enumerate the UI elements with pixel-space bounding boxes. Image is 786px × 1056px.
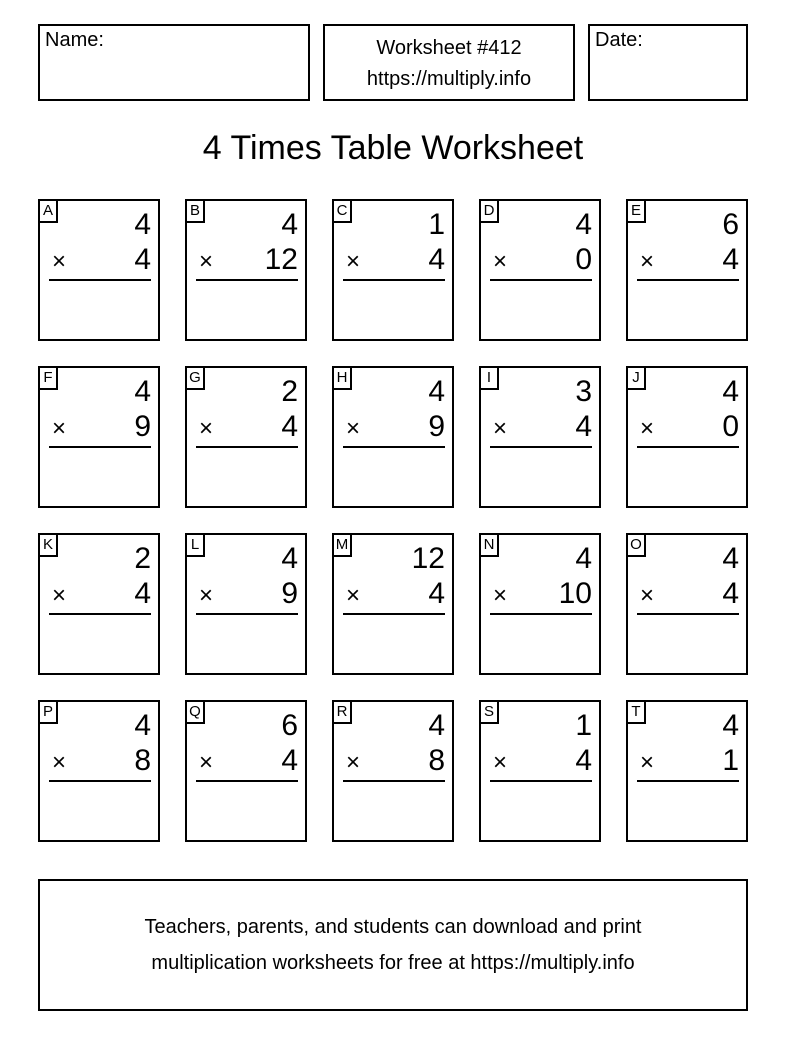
answer-line bbox=[637, 446, 739, 448]
times-sign: × bbox=[199, 582, 214, 609]
problem-box[interactable] bbox=[626, 533, 748, 675]
date-label: Date: bbox=[595, 29, 643, 51]
times-sign: × bbox=[346, 415, 361, 442]
footer-line-2: multiplication worksheets for free at https://multiply.info bbox=[151, 952, 635, 974]
problem-letter: P bbox=[38, 700, 58, 724]
problem-box[interactable] bbox=[626, 700, 748, 842]
multiplicand: 1 bbox=[575, 709, 592, 742]
page-title: 4 Times Table Worksheet bbox=[202, 129, 584, 167]
multiplier: 4 bbox=[722, 243, 739, 276]
problem-box[interactable] bbox=[185, 700, 307, 842]
answer-line bbox=[343, 279, 445, 281]
multiplier: 4 bbox=[281, 410, 298, 443]
problem-box[interactable] bbox=[185, 533, 307, 675]
multiplicand: 4 bbox=[281, 542, 298, 575]
multiplier: 9 bbox=[134, 410, 151, 443]
answer-line bbox=[49, 446, 151, 448]
times-sign: × bbox=[493, 415, 508, 442]
multiplier: 4 bbox=[575, 744, 592, 777]
answer-line bbox=[343, 780, 445, 782]
times-sign: × bbox=[52, 415, 67, 442]
problem-box[interactable] bbox=[626, 366, 748, 508]
problem-letter: E bbox=[626, 199, 646, 223]
multiplicand: 1 bbox=[428, 208, 445, 241]
times-sign: × bbox=[52, 582, 67, 609]
problem-box[interactable] bbox=[332, 700, 454, 842]
times-sign: × bbox=[640, 749, 655, 776]
worksheet-url: https://multiply.info bbox=[366, 68, 532, 90]
multiplicand: 2 bbox=[134, 542, 151, 575]
worksheet-number: Worksheet #412 bbox=[376, 37, 522, 59]
name-field-box[interactable] bbox=[38, 24, 310, 101]
times-sign: × bbox=[199, 749, 214, 776]
multiplier: 8 bbox=[134, 744, 151, 777]
problem-letter: M bbox=[332, 533, 352, 557]
problem-letter: K bbox=[38, 533, 58, 557]
date-field-box[interactable] bbox=[588, 24, 748, 101]
problem-box[interactable] bbox=[479, 366, 601, 508]
problem-letter: G bbox=[185, 366, 205, 390]
times-sign: × bbox=[640, 582, 655, 609]
times-sign: × bbox=[493, 749, 508, 776]
answer-line bbox=[196, 446, 298, 448]
footer-note bbox=[38, 879, 748, 1011]
multiplicand: 6 bbox=[281, 709, 298, 742]
problem-box[interactable] bbox=[479, 700, 601, 842]
multiplicand: 4 bbox=[575, 542, 592, 575]
multiplier: 0 bbox=[575, 243, 592, 276]
multiplicand: 4 bbox=[575, 208, 592, 241]
multiplier: 4 bbox=[575, 410, 592, 443]
times-sign: × bbox=[346, 749, 361, 776]
multiplier: 4 bbox=[722, 577, 739, 610]
multiplicand: 4 bbox=[428, 709, 445, 742]
answer-line bbox=[637, 613, 739, 615]
problem-box[interactable] bbox=[38, 199, 160, 341]
multiplicand: 12 bbox=[411, 542, 445, 575]
multiplicand: 4 bbox=[428, 375, 445, 408]
answer-line bbox=[196, 279, 298, 281]
multiplier: 4 bbox=[134, 577, 151, 610]
problem-letter: L bbox=[185, 533, 205, 557]
problem-box[interactable] bbox=[479, 199, 601, 341]
problem-letter: J bbox=[626, 366, 646, 390]
times-sign: × bbox=[493, 582, 508, 609]
multiplicand: 4 bbox=[281, 208, 298, 241]
answer-line bbox=[196, 613, 298, 615]
problem-letter: R bbox=[332, 700, 352, 724]
answer-line bbox=[343, 613, 445, 615]
multiplier: 4 bbox=[134, 243, 151, 276]
times-sign: × bbox=[346, 582, 361, 609]
problem-letter: H bbox=[332, 366, 352, 390]
multiplicand: 4 bbox=[134, 208, 151, 241]
problem-letter: I bbox=[479, 366, 499, 390]
multiplicand: 4 bbox=[134, 709, 151, 742]
times-sign: × bbox=[52, 749, 67, 776]
answer-line bbox=[196, 780, 298, 782]
problem-letter: A bbox=[38, 199, 58, 223]
answer-line bbox=[490, 613, 592, 615]
problem-box[interactable] bbox=[185, 199, 307, 341]
multiplicand: 4 bbox=[134, 375, 151, 408]
multiplicand: 2 bbox=[281, 375, 298, 408]
answer-line bbox=[49, 780, 151, 782]
times-sign: × bbox=[640, 415, 655, 442]
footer-line-1: Teachers, parents, and students can download and print bbox=[144, 916, 642, 938]
answer-line bbox=[637, 279, 739, 281]
problem-box[interactable] bbox=[38, 533, 160, 675]
problem-box[interactable] bbox=[332, 533, 454, 675]
problem-letter: N bbox=[479, 533, 499, 557]
name-label: Name: bbox=[45, 29, 104, 51]
multiplier: 4 bbox=[428, 577, 445, 610]
problem-letter: D bbox=[479, 199, 499, 223]
problem-box[interactable] bbox=[479, 533, 601, 675]
times-sign: × bbox=[346, 248, 361, 275]
problem-box[interactable] bbox=[626, 199, 748, 341]
multiplicand: 4 bbox=[722, 375, 739, 408]
answer-line bbox=[49, 613, 151, 615]
multiplier: 10 bbox=[558, 577, 592, 610]
multiplier: 9 bbox=[281, 577, 298, 610]
multiplier: 4 bbox=[428, 243, 445, 276]
problem-letter: T bbox=[626, 700, 646, 724]
times-sign: × bbox=[199, 248, 214, 275]
multiplier: 12 bbox=[264, 243, 298, 276]
problem-letter: B bbox=[185, 199, 205, 223]
worksheet-info-box bbox=[323, 24, 575, 101]
answer-line bbox=[490, 780, 592, 782]
multiplicand: 3 bbox=[575, 375, 592, 408]
problem-letter: O bbox=[626, 533, 646, 557]
problem-letter: F bbox=[38, 366, 58, 390]
multiplier: 8 bbox=[428, 744, 445, 777]
times-sign: × bbox=[52, 248, 67, 275]
multiplier: 0 bbox=[722, 410, 739, 443]
multiplicand: 4 bbox=[722, 709, 739, 742]
answer-line bbox=[490, 279, 592, 281]
problem-letter: C bbox=[332, 199, 352, 223]
problem-box[interactable] bbox=[38, 700, 160, 842]
multiplicand: 6 bbox=[722, 208, 739, 241]
times-sign: × bbox=[493, 248, 508, 275]
multiplier: 9 bbox=[428, 410, 445, 443]
problem-box[interactable] bbox=[332, 366, 454, 508]
multiplier: 1 bbox=[722, 744, 739, 777]
answer-line bbox=[49, 279, 151, 281]
times-sign: × bbox=[199, 415, 214, 442]
problem-box[interactable] bbox=[332, 199, 454, 341]
multiplicand: 4 bbox=[722, 542, 739, 575]
answer-line bbox=[343, 446, 445, 448]
problem-letter: S bbox=[479, 700, 499, 724]
problem-letter: Q bbox=[185, 700, 205, 724]
multiplier: 4 bbox=[281, 744, 298, 777]
answer-line bbox=[637, 780, 739, 782]
answer-line bbox=[490, 446, 592, 448]
times-sign: × bbox=[640, 248, 655, 275]
problem-box[interactable] bbox=[185, 366, 307, 508]
problem-box[interactable] bbox=[38, 366, 160, 508]
